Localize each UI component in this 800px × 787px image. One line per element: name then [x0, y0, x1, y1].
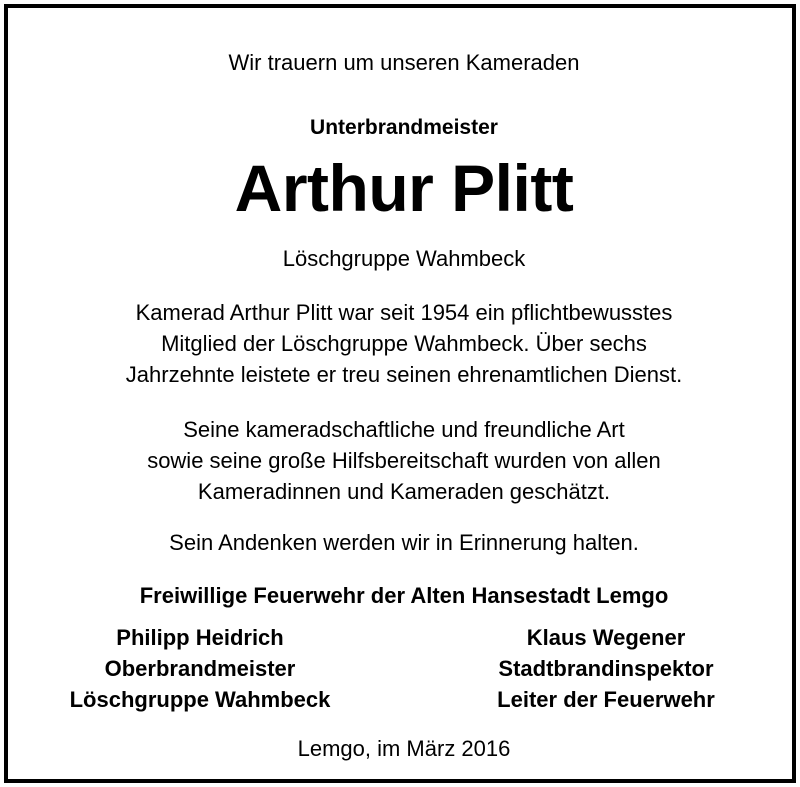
paragraph-service — [8, 297, 800, 390]
paragraph-character — [8, 414, 800, 507]
paragraph-line: Sein Andenken werden wir in Erinnerung halten. — [169, 530, 639, 555]
signatory-title: Oberbrandmeister — [104, 656, 296, 681]
signatory-title: Stadtbrandinspektor — [498, 656, 714, 681]
signatory-role: Löschgruppe Wahmbeck — [69, 687, 331, 712]
paragraph-line: sowie seine große Hilfsbereitschaft wurden von allen — [147, 448, 661, 473]
intro-text: Wir trauern um unseren Kameraden — [228, 50, 580, 75]
signatory-name: Philipp Heidrich — [116, 625, 284, 650]
paragraph-line: Seine kameradschaftliche und freundliche Art — [183, 417, 625, 442]
deceased-rank: Unterbrandmeister — [310, 116, 498, 139]
obituary-notice — [4, 4, 796, 783]
signatory-left — [20, 622, 380, 715]
paragraph-line: Kameradinnen und Kameraden geschätzt. — [197, 479, 611, 504]
signatory-right — [426, 622, 786, 715]
deceased-name: Arthur Plitt — [234, 151, 574, 225]
paragraph-remembrance — [8, 527, 800, 558]
paragraph-line: Jahrzehnte leistete er treu seinen ehrenamtlichen Dienst. — [125, 362, 683, 387]
organization-name: Freiwillige Feuerwehr der Alten Hansestadt Lemgo — [139, 583, 669, 608]
paragraph-line: Kamerad Arthur Plitt war seit 1954 ein pflichtbewusstes — [135, 300, 673, 325]
deceased-unit: Löschgruppe Wahmbeck — [282, 246, 526, 271]
paragraph-line: Mitglied der Löschgruppe Wahmbeck. Über sechs — [161, 331, 647, 356]
signatory-name: Klaus Wegener — [526, 625, 686, 650]
place-date: Lemgo, im März 2016 — [297, 736, 511, 761]
signatory-role: Leiter der Feuerwehr — [497, 687, 715, 712]
